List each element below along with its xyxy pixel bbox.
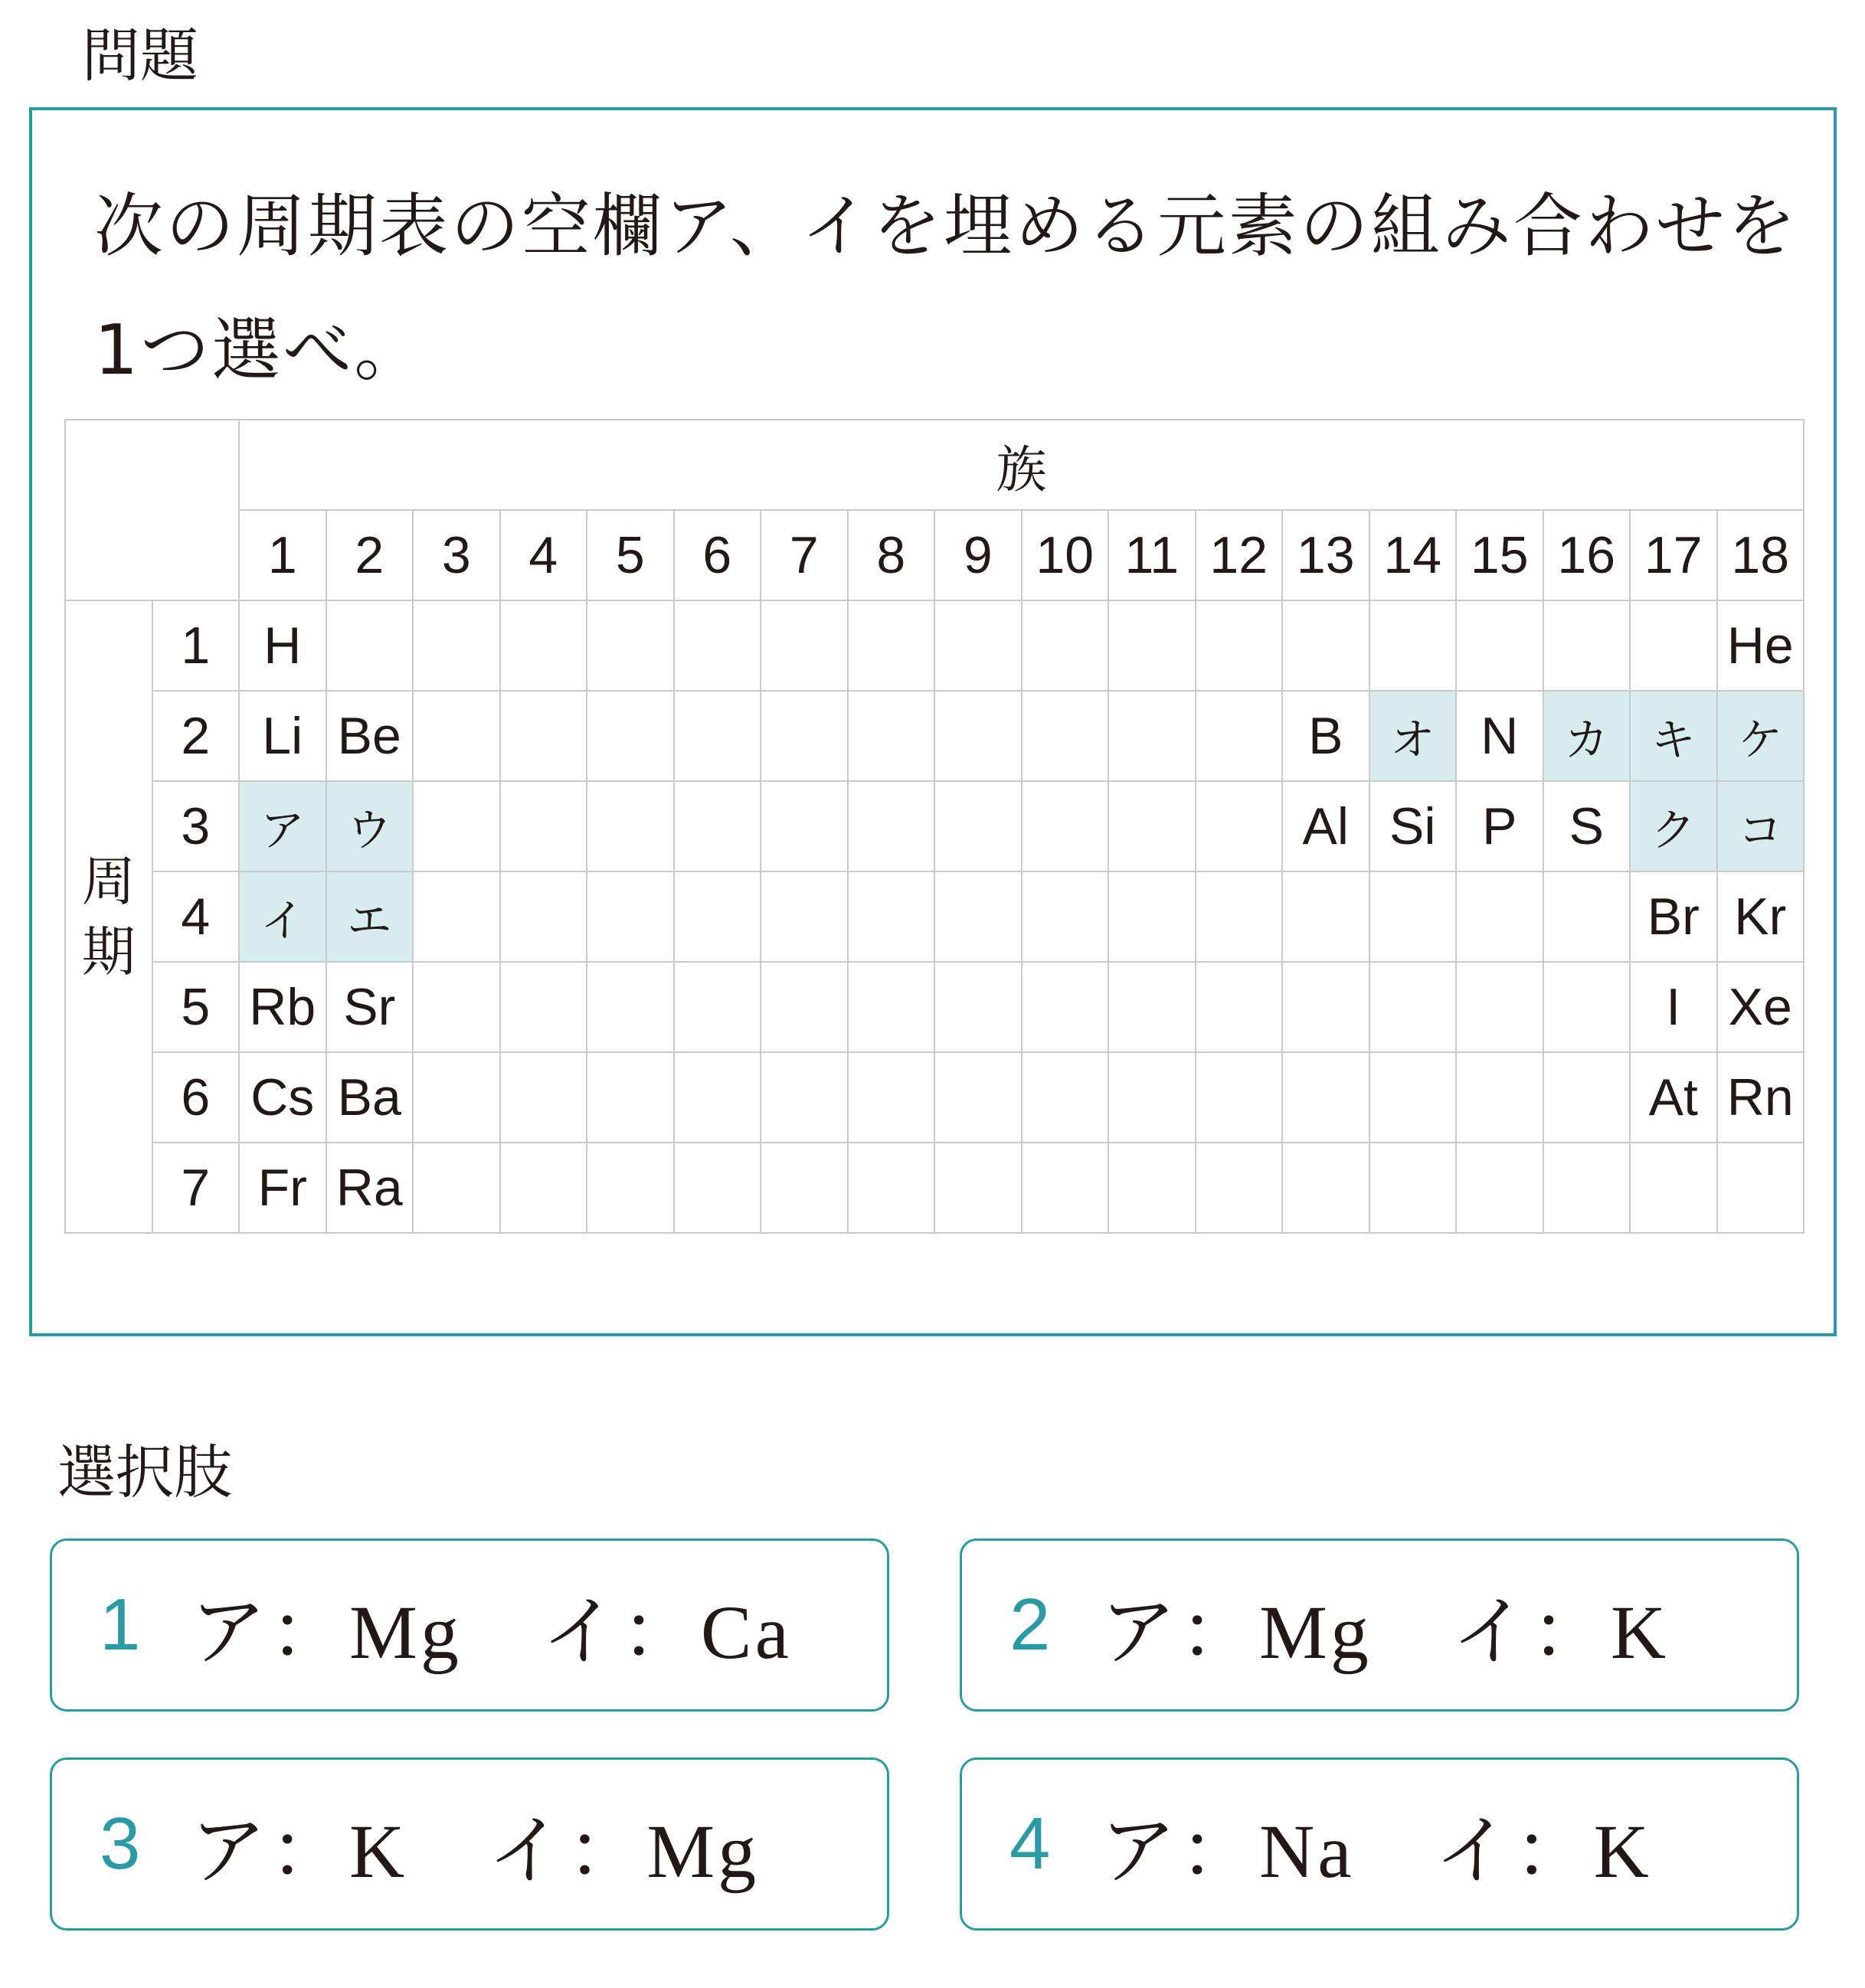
blank-cell: ウ [326,781,414,871]
period-number: 1 [152,600,240,691]
group-number: 9 [934,510,1022,600]
empty-cell [934,781,1022,871]
empty-cell [1456,1052,1543,1143]
group-number: 4 [500,510,587,600]
choice-number: 4 [1009,1803,1051,1885]
period-number: 7 [152,1143,240,1233]
empty-cell [587,1143,674,1233]
empty-cell [934,600,1022,691]
empty-cell [1630,1143,1717,1233]
empty-cell [413,1143,500,1233]
empty-cell [1282,871,1369,962]
blank-cell: イ [239,871,326,962]
empty-cell [1543,1143,1631,1233]
empty-cell [587,781,674,871]
element-cell: Br [1630,871,1717,962]
choice-text: ア：Na イ：K [1100,1809,1652,1894]
choice-text: ア：K イ：Mg [190,1809,760,1894]
empty-cell [1196,962,1283,1052]
group-number: 5 [587,510,674,600]
empty-cell [1282,962,1369,1052]
question-text: 次の周期表の空欄ア、イを埋める元素の組み合わせを1つ選べ。 [94,186,1798,391]
empty-cell [674,1052,761,1143]
empty-cell [674,1143,761,1233]
element-cell: Li [239,691,326,781]
empty-cell [413,781,500,871]
empty-cell [674,600,761,691]
element-cell: Cs [239,1052,326,1143]
empty-cell [587,871,674,962]
empty-cell [1630,600,1717,691]
empty-cell [500,600,587,691]
element-cell: Xe [1717,962,1804,1052]
empty-cell [1196,1143,1283,1233]
blank-cell: ケ [1717,691,1804,781]
period-number: 6 [152,1052,240,1143]
empty-cell [1022,600,1109,691]
group-number: 2 [326,510,414,600]
empty-cell [413,962,500,1052]
empty-cell [1108,871,1196,962]
element-cell: Rn [1717,1052,1804,1143]
empty-cell [1108,962,1196,1052]
choice-2-button[interactable] [960,1538,1799,1712]
empty-cell [1196,1052,1283,1143]
empty-cell [761,781,848,871]
blank-cell: オ [1369,691,1457,781]
table-corner [65,420,239,600]
empty-cell [1543,962,1631,1052]
empty-cell [1282,600,1369,691]
element-cell: N [1456,691,1543,781]
choices-heading: 選択肢 [57,1438,232,1506]
empty-cell [1369,600,1457,691]
group-number: 1 [239,510,326,600]
empty-cell [500,871,587,962]
choice-text: ア：Mg イ：K [1100,1590,1670,1675]
group-number: 15 [1456,510,1543,600]
empty-cell [1196,691,1283,781]
period-number: 4 [152,871,240,962]
empty-cell [848,1143,935,1233]
choice-4-button[interactable] [960,1757,1799,1931]
choice-number: 1 [100,1584,141,1666]
group-number: 12 [1196,510,1283,600]
question-heading: 問題 [82,21,198,90]
empty-cell [1022,691,1109,781]
empty-cell [500,1052,587,1143]
empty-cell [1196,781,1283,871]
empty-cell [1022,962,1109,1052]
blank-cell: キ [1630,691,1717,781]
empty-cell [848,781,935,871]
empty-cell [848,1052,935,1143]
empty-cell [1456,962,1543,1052]
empty-cell [1456,871,1543,962]
empty-cell [761,1052,848,1143]
group-header: 族 [239,420,1804,510]
element-cell: Ra [326,1143,414,1233]
empty-cell [413,1052,500,1143]
group-number: 6 [674,510,761,600]
blank-cell: ア [239,781,326,871]
group-number: 14 [1369,510,1457,600]
element-cell: P [1456,781,1543,871]
empty-cell [413,871,500,962]
empty-cell [1369,1143,1457,1233]
element-cell: H [239,600,326,691]
empty-cell [500,962,587,1052]
empty-cell [1196,600,1283,691]
empty-cell [1543,600,1631,691]
choice-number: 3 [100,1803,141,1885]
element-cell: He [1717,600,1804,691]
empty-cell [1456,600,1543,691]
choice-3-button[interactable] [50,1757,889,1931]
empty-cell [587,1052,674,1143]
element-cell: Ba [326,1052,414,1143]
empty-cell [587,962,674,1052]
empty-cell [500,781,587,871]
empty-cell [848,962,935,1052]
empty-cell [587,600,674,691]
empty-cell [1108,691,1196,781]
empty-cell [934,962,1022,1052]
empty-cell [848,600,935,691]
empty-cell [1282,1052,1369,1143]
element-cell: Fr [239,1143,326,1233]
empty-cell [1196,871,1283,962]
empty-cell [1543,1052,1631,1143]
choice-text: ア：Mg イ：Ca [190,1590,792,1675]
empty-cell [1543,871,1631,962]
group-number: 7 [761,510,848,600]
empty-cell [674,871,761,962]
periodic-table [64,419,1804,1234]
blank-cell: コ [1717,781,1804,871]
empty-cell [326,600,414,691]
element-cell: S [1543,781,1631,871]
choice-1-button[interactable] [50,1538,889,1712]
choice-number: 2 [1009,1584,1051,1666]
empty-cell [674,691,761,781]
empty-cell [1022,1143,1109,1233]
group-number: 17 [1630,510,1717,600]
empty-cell [934,1052,1022,1143]
element-cell: Kr [1717,871,1804,962]
empty-cell [761,600,848,691]
empty-cell [587,691,674,781]
element-cell: Sr [326,962,414,1052]
empty-cell [1282,1143,1369,1233]
group-number: 13 [1282,510,1369,600]
group-number: 3 [413,510,500,600]
empty-cell [1369,871,1457,962]
empty-cell [848,871,935,962]
period-number: 5 [152,962,240,1052]
empty-cell [674,781,761,871]
group-number: 11 [1108,510,1196,600]
empty-cell [848,691,935,781]
element-cell: Rb [239,962,326,1052]
group-number: 8 [848,510,935,600]
element-cell: Si [1369,781,1457,871]
empty-cell [1108,600,1196,691]
empty-cell [1369,962,1457,1052]
empty-cell [761,871,848,962]
empty-cell [1108,1143,1196,1233]
empty-cell [1456,1143,1543,1233]
empty-cell [761,962,848,1052]
group-number: 10 [1022,510,1109,600]
empty-cell [674,962,761,1052]
element-cell: Al [1282,781,1369,871]
empty-cell [1022,871,1109,962]
blank-cell: ク [1630,781,1717,871]
empty-cell [413,691,500,781]
empty-cell [1369,1052,1457,1143]
period-number: 3 [152,781,240,871]
empty-cell [1022,781,1109,871]
group-number: 18 [1717,510,1804,600]
blank-cell: エ [326,871,414,962]
empty-cell [500,1143,587,1233]
blank-cell: カ [1543,691,1631,781]
empty-cell [761,1143,848,1233]
empty-cell [1108,781,1196,871]
empty-cell [934,691,1022,781]
element-cell: At [1630,1052,1717,1143]
empty-cell [934,871,1022,962]
empty-cell [1108,1052,1196,1143]
group-number: 16 [1543,510,1631,600]
empty-cell [934,1143,1022,1233]
period-number: 2 [152,691,240,781]
element-cell: I [1630,962,1717,1052]
empty-cell [413,600,500,691]
empty-cell [1717,1143,1804,1233]
element-cell: B [1282,691,1369,781]
element-cell: Be [326,691,414,781]
empty-cell [1022,1052,1109,1143]
empty-cell [500,691,587,781]
period-header: 周 期 [65,600,152,1233]
empty-cell [761,691,848,781]
